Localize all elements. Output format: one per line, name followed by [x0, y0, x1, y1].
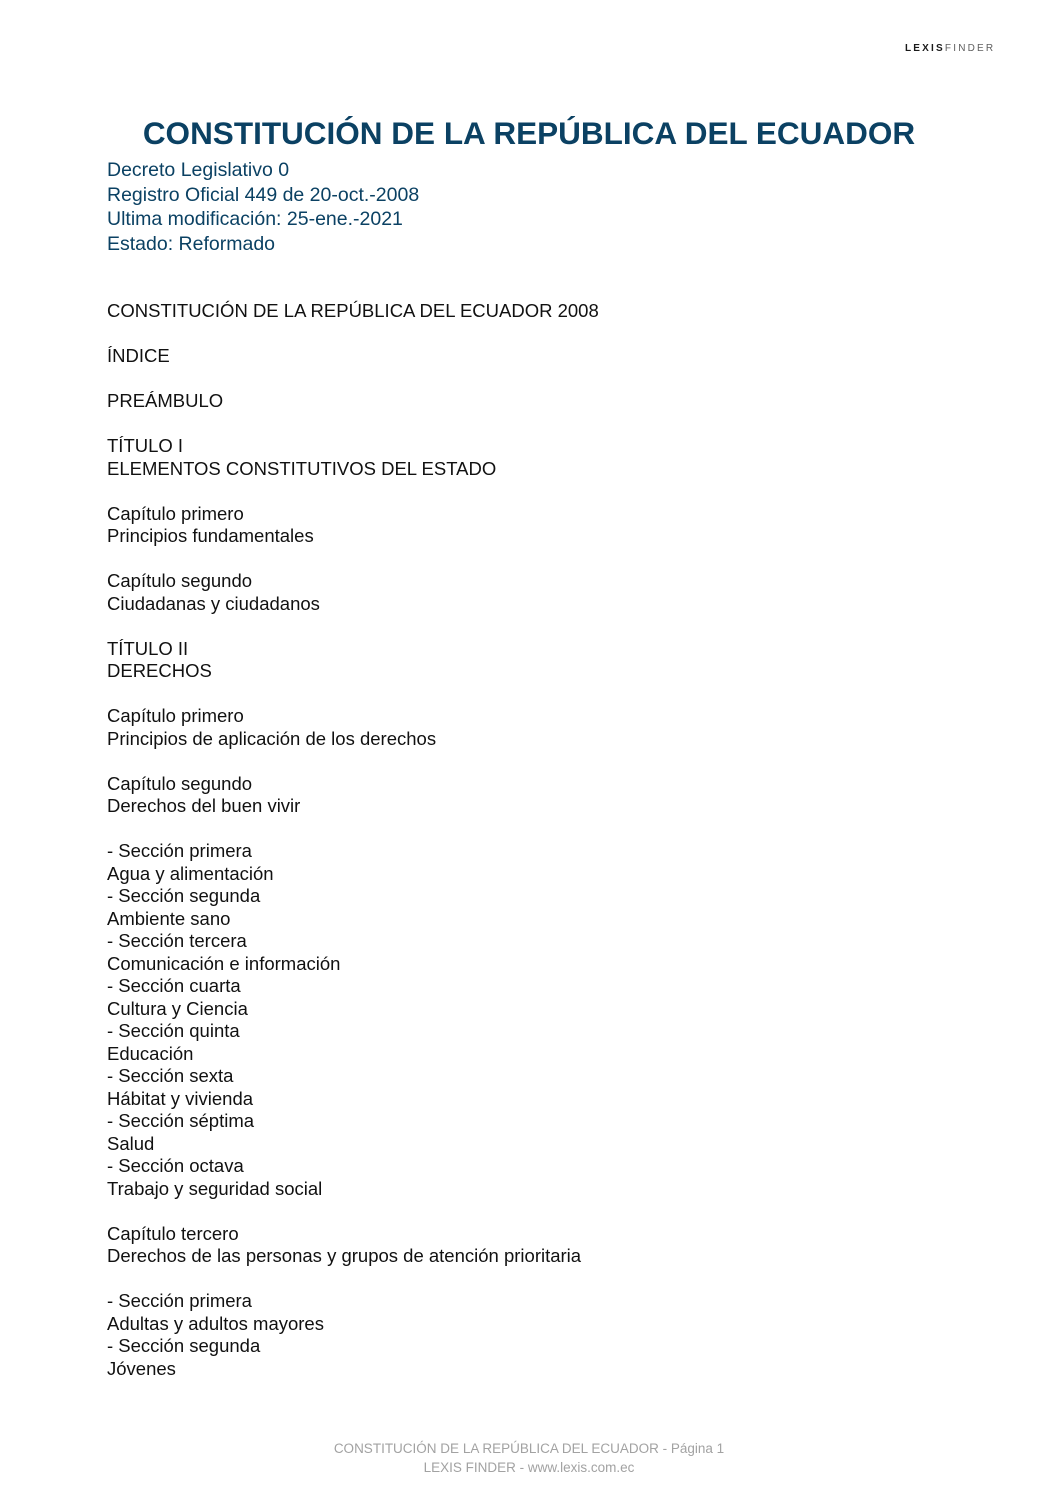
toc-block: [107, 345, 599, 368]
toc-line: DERECHOS: [107, 660, 212, 681]
footer-site: LEXIS FINDER - www.lexis.com.ec: [423, 1460, 635, 1475]
toc-line: - Sección octava: [107, 1155, 244, 1176]
toc-block: [107, 705, 599, 750]
toc-block: [107, 1290, 599, 1380]
logo-finder: FINDER: [944, 43, 996, 54]
toc-line: Ambiente sano: [107, 907, 231, 929]
toc-line: Educación: [107, 1042, 194, 1064]
toc-line: - Sección sexta: [107, 1065, 234, 1086]
toc-block: [107, 503, 599, 548]
toc-line: - Sección primera: [107, 840, 252, 861]
toc-line: Cultura y Ciencia: [107, 997, 248, 1019]
toc-line: Comunicación e información: [107, 952, 341, 974]
toc-line: Agua y alimentación: [107, 862, 274, 884]
toc-line: TÍTULO II: [107, 637, 189, 659]
toc-line: Capítulo segundo: [107, 570, 253, 591]
toc-block: [107, 773, 599, 818]
lexis-finder-logo: [905, 43, 995, 54]
toc-block: [107, 435, 599, 480]
toc-line: - Sección quinta: [107, 1020, 240, 1041]
footer-page-label: CONSTITUCIÓN DE LA REPÚBLICA DEL ECUADOR - Página 1: [333, 1441, 725, 1456]
toc-line: Principios de aplicación de los derechos: [107, 727, 437, 749]
meta-registry: Registro Oficial 449 de 20-oct.-2008: [107, 183, 420, 206]
toc-line: Principios fundamentales: [107, 525, 314, 546]
toc-line: ÍNDICE: [107, 345, 170, 366]
table-of-contents: [107, 300, 599, 1403]
toc-line: Capítulo segundo: [107, 772, 253, 794]
toc-line: ELEMENTOS CONSTITUTIVOS DEL ESTADO: [107, 457, 497, 479]
toc-line: Salud: [107, 1132, 155, 1154]
toc-block: [107, 638, 599, 683]
meta-status: Estado: Reformado: [107, 232, 276, 255]
toc-line: Trabajo y seguridad social: [107, 1177, 323, 1199]
meta-decree: Decreto Legislativo 0: [107, 159, 290, 181]
toc-line: - Sección segunda: [107, 1335, 261, 1356]
toc-line: - Sección segunda: [107, 885, 261, 906]
toc-line: Capítulo tercero: [107, 1222, 239, 1244]
toc-line: CONSTITUCIÓN DE LA REPÚBLICA DEL ECUADOR 2008: [107, 300, 599, 321]
toc-line: - Sección tercera: [107, 930, 247, 951]
toc-line: Adultas y adultos mayores: [107, 1312, 324, 1334]
toc-line: - Sección primera: [107, 1290, 252, 1311]
toc-line: Derechos de las personas y grupos de atención prioritaria: [107, 1245, 582, 1266]
document-title: CONSTITUCIÓN DE LA REPÚBLICA DEL ECUADOR: [142, 115, 916, 151]
toc-line: TÍTULO I: [107, 435, 184, 456]
toc-block: [107, 300, 599, 323]
toc-block: [107, 1223, 599, 1268]
toc-block: [107, 570, 599, 615]
toc-line: Jóvenes: [107, 1357, 176, 1379]
toc-line: Hábitat y vivienda: [107, 1087, 254, 1109]
toc-line: Ciudadanas y ciudadanos: [107, 592, 320, 614]
toc-line: Capítulo primero: [107, 705, 244, 726]
toc-line: - Sección séptima: [107, 1110, 255, 1131]
toc-block: [107, 840, 599, 1200]
document-metadata: [107, 158, 419, 256]
page-footer: [0, 1439, 1058, 1477]
toc-line: Capítulo primero: [107, 502, 244, 524]
toc-line: Derechos del buen vivir: [107, 795, 301, 816]
meta-last-modified: Ultima modificación: 25-ene.-2021: [107, 208, 403, 230]
toc-line: - Sección cuarta: [107, 975, 241, 996]
toc-line: PREÁMBULO: [107, 390, 224, 411]
logo-lexis: LEXIS: [905, 43, 945, 54]
toc-block: [107, 390, 599, 413]
